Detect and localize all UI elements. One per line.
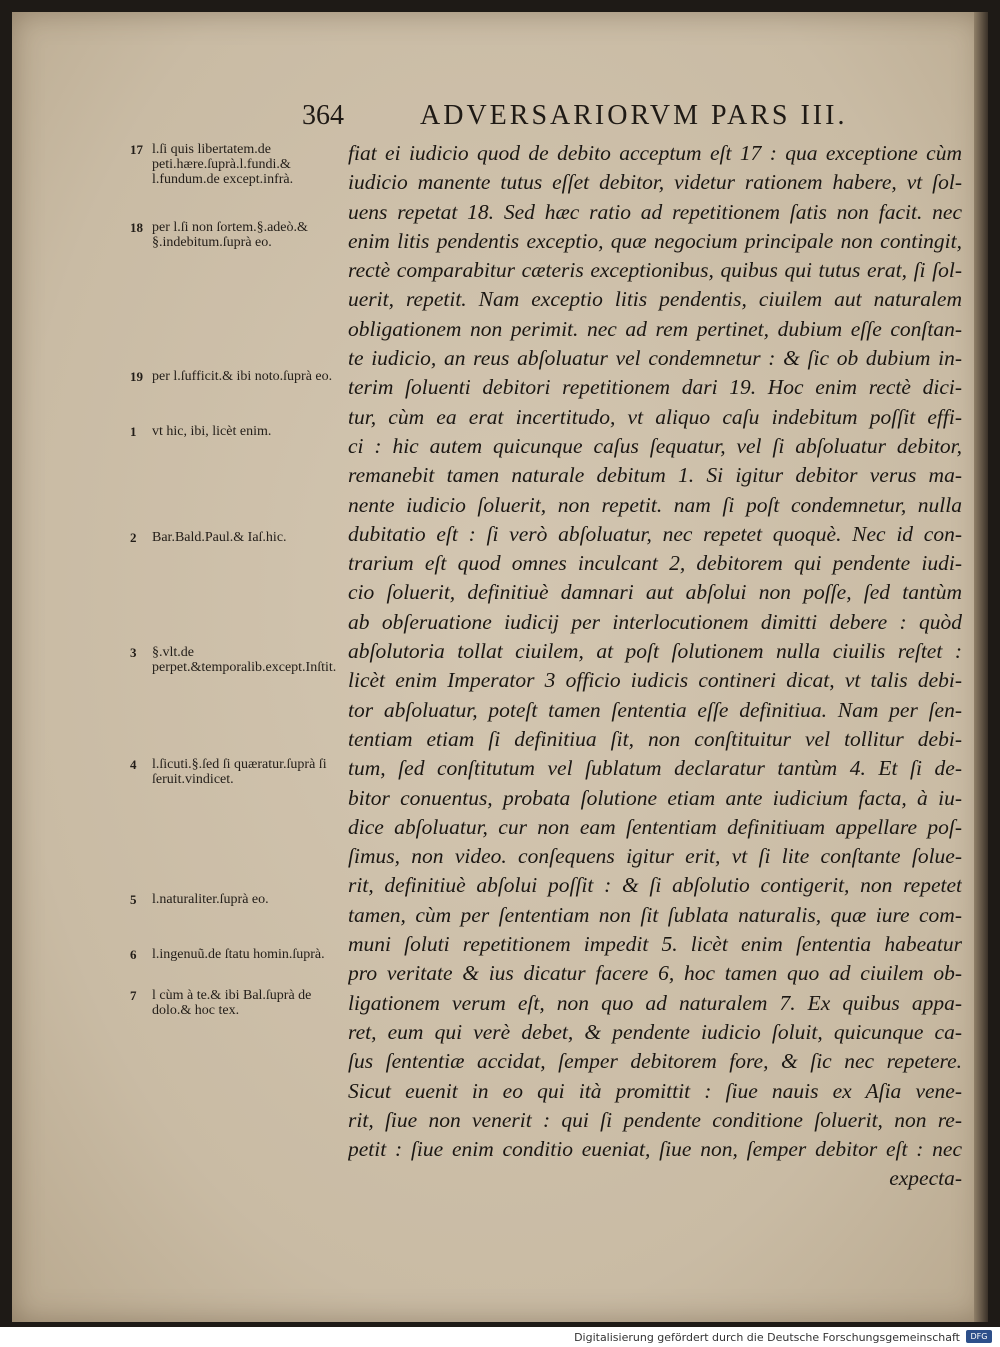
text-line: trarium eſt quod omnes inculcant 2, debitorem qui pendente iudi- <box>348 551 962 576</box>
margin-note-number: 5 <box>130 892 137 907</box>
text-line: muni ſoluti repetitionem impedit 5. licèt enim ſententia habeatur <box>348 932 962 957</box>
book-spine-edge <box>974 12 988 1322</box>
margin-note-number: 3 <box>130 645 137 660</box>
margin-note-text: l.ſicuti.§.ſed ſi quæratur.ſuprà ſi ſeruit.vindicet. <box>152 757 327 787</box>
text-line: tor abſoluatur, poteſt tamen ſententia eſſe definitiua. Nam per ſen- <box>348 697 962 722</box>
footer-credit: Digitalisierung gefördert durch die Deutsche Forschungsgemeinschaft <box>574 1331 960 1344</box>
margin-note-text: l.ſi quis libertatem.de peti.hære.ſuprà.l.fundi.& l.fundum.de except.infrà. <box>152 142 294 187</box>
text-line: obligationem non perimit. nec ad rem pertinet, dubium eſſe conſtan- <box>348 316 962 341</box>
text-line: remanebit tamen naturale debitum 1. Si igitur debitor verus ma- <box>348 463 962 488</box>
margin-note-text: Bar.Bald.Paul.& Iaſ.hic. <box>152 530 287 545</box>
running-head: ADVERSARIORVM PARS III. <box>420 100 848 131</box>
text-line: petit : ſiue enim conditio eueniat, ſiue non, ſemper debitor eſt : nec <box>348 1137 962 1162</box>
text-line: enim litis pendentis exceptio, quæ negocium principale non contingit, <box>348 228 962 253</box>
footer-bar <box>0 1327 1000 1347</box>
margin-note-text: l.naturaliter.ſuprà eo. <box>152 892 269 907</box>
margin-note-number: 4 <box>130 757 137 772</box>
text-line: ſus ſententiæ accidat, ſemper debitorem fore, & ſic nec repetere. <box>348 1049 962 1074</box>
text-line: tum, ſed conſtitutum vel ſublatum declaratur tantùm 4. Et ſi de- <box>348 756 962 781</box>
book-page <box>12 12 984 1322</box>
text-line: terim ſoluenti debitori repetitionem dari 19. Hoc enim rectè dici- <box>348 375 962 400</box>
text-line: iudicio manente tutus eſſet debitor, videtur rationem habere, vt ſol- <box>348 170 962 195</box>
text-line: ligationem verum eſt, non quo ad naturalem 7. Ex quibus appa- <box>348 990 962 1015</box>
text-line: tur, cùm ea erat incertitudo, vt aliquo caſu indebitum poſſit effi- <box>348 404 962 429</box>
text-line: ci : hic autem quicunque caſus ſequatur, vel ſi abſoluatur debitor, <box>348 433 962 458</box>
margin-note-text: per l.ſufficit.& ibi noto.ſuprà eo. <box>152 369 333 384</box>
dfg-logo-icon: DFG <box>966 1330 992 1343</box>
text-line: ret, eum qui verè debet, & pendente iudicio ſoluit, quicunque ca- <box>348 1019 962 1044</box>
text-line: rectè comparabitur cæteris exceptionibus, quibus qui tutus erat, ſi ſol- <box>348 258 962 283</box>
margin-note-text: l.ingenuũ.de ſtatu homin.ſuprà. <box>152 947 325 962</box>
margin-note-number: 17 <box>130 142 143 157</box>
text-line: fiat ei iudicio quod de debito acceptum eſt 17 : qua exceptione cùm <box>348 141 962 165</box>
margin-note-number: 7 <box>130 988 137 1003</box>
text-line: uens repetat 18. Sed hæc ratio ad repetitionem ſatis non facit. nec <box>348 199 962 224</box>
page-number: 364 <box>302 100 344 131</box>
text-line: bitor conuentus, probata ſolutione etiam ante iudicium facta, à iu- <box>348 785 962 810</box>
margin-note-number: 18 <box>130 220 143 235</box>
text-line: tamen, cùm per ſententiam non ſit ſublata naturalis, quæ iure com- <box>348 902 962 927</box>
text-line: nente iudicio ſoluerit, non repetit. nam ſi poſt condemnetur, nulla <box>348 492 962 517</box>
margin-note-text: §.vlt.de perpet.&temporalib.except.Inſtit. <box>152 645 337 675</box>
main-text-column <box>348 139 962 1194</box>
margin-note-number: 19 <box>130 369 143 384</box>
margin-note-number: 6 <box>130 947 137 962</box>
text-line: abſolutoria tollat ciuilem, at poſt ſolutionem nulla ciuilis reſtet : <box>348 639 962 664</box>
text-line: licèt enim Imperator 3 officio iudicis contineri dicat, vt talis debi- <box>348 668 962 693</box>
text-line: dubitatio eſt : ſi verò abſoluatur, nec repetet quoquè. Nec id con- <box>348 521 962 546</box>
margin-note-text: vt hic, ibi, licèt enim. <box>152 424 272 439</box>
margin-note-number: 2 <box>130 530 137 545</box>
page-header <box>302 100 942 136</box>
text-line: uerit, repetit. Nam exceptio litis pendentis, ciuilem aut naturalem <box>348 287 962 312</box>
text-line: expecta- <box>889 1166 962 1191</box>
text-line: rit, definitiuè abſolui poſſit : & ſi abſolutio contigerit, non repetet <box>348 873 962 898</box>
margin-note-text: l cùm à te.& ibi Bal.ſuprà de dolo.& hoc tex. <box>152 988 312 1018</box>
margin-note-number: 1 <box>130 424 137 439</box>
text-line: Sicut euenit in eo qui ità promittit : ſiue nauis ex Aſia vene- <box>348 1078 962 1103</box>
text-line: tentiam etiam ſi definitiua ſit, non conſtituitur vel tollitur debi- <box>348 726 962 751</box>
text-line: dice abſoluatur, cur non eam ſententiam definitiuam appellare poſ- <box>348 814 962 839</box>
text-line: rit, ſiue non venerit : qui ſi pendente conditione ſoluerit, non re- <box>348 1107 962 1132</box>
margin-note-text: per l.ſi non ſortem.§.adeò.& §.indebitum.ſuprà eo. <box>152 220 308 250</box>
text-line: ab obſeruatione iudicij per interlocutionem dimitti debere : quòd <box>348 609 962 634</box>
text-line: te iudicio, an reus abſoluatur vel condemnetur : & ſic ob dubium in- <box>348 346 962 371</box>
text-line: pro veritate & ius dicatur facere 6, hoc tamen quo ad ciuilem ob- <box>348 961 962 986</box>
text-line: cio ſoluerit, definitiuè damnari aut abſolui non poſſe, ſed tantùm <box>348 580 962 605</box>
text-line: ſimus, non video. conſequens igitur erit, vt ſi lite conſtante ſolue- <box>348 844 962 869</box>
